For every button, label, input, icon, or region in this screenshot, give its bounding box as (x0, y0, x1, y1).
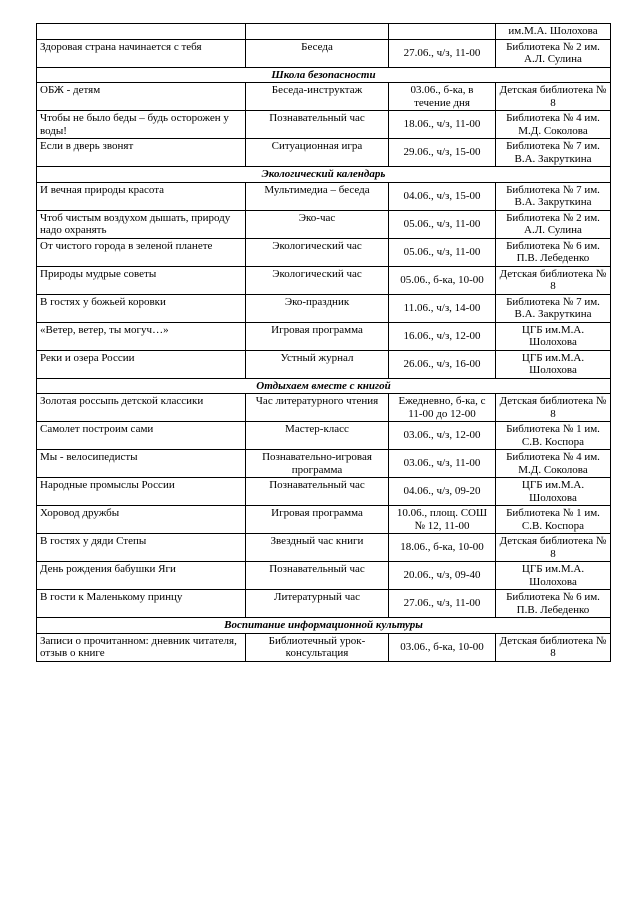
event-name-cell: От чистого города в зеленой планете (37, 238, 246, 266)
table-row (37, 450, 611, 478)
event-datetime-cell: 26.06., ч/з, 16-00 (389, 350, 496, 378)
event-datetime-cell: 27.06., ч/з, 11-00 (389, 590, 496, 618)
event-name-cell: Реки и озера России (37, 350, 246, 378)
events-table (36, 23, 611, 662)
event-name-cell: В гостях у дяди Степы (37, 534, 246, 562)
event-venue-cell: Библиотека № 7 им. В.А. Закруткина (496, 182, 611, 210)
event-venue-cell: Детская библиотека № 8 (496, 83, 611, 111)
event-format-cell: Познавательно-игровая программа (246, 450, 389, 478)
event-venue-cell: ЦГБ им.М.А. Шолохова (496, 478, 611, 506)
event-venue-cell: ЦГБ им.М.А. Шолохова (496, 322, 611, 350)
event-format-cell: Мастер-класс (246, 422, 389, 450)
event-datetime-cell: 05.06., ч/з, 11-00 (389, 238, 496, 266)
event-name-cell: В гостях у божьей коровки (37, 294, 246, 322)
event-datetime-cell: 27.06., ч/з, 11-00 (389, 39, 496, 67)
event-venue-cell: им.М.А. Шолохова (496, 24, 611, 40)
event-name-cell: В гости к Маленькому принцу (37, 590, 246, 618)
event-venue-cell: Библиотека № 2 им. А.Л. Сулина (496, 210, 611, 238)
table-row (37, 506, 611, 534)
event-format-cell: Игровая программа (246, 506, 389, 534)
event-format-cell: Ситуационная игра (246, 139, 389, 167)
event-format-cell: Беседа-инструктаж (246, 83, 389, 111)
event-name-cell: Если в дверь звонят (37, 139, 246, 167)
event-name-cell: Чтоб чистым воздухом дышать, природу надо охранять (37, 210, 246, 238)
event-format-cell (246, 24, 389, 40)
event-datetime-cell: 16.06., ч/з, 12-00 (389, 322, 496, 350)
event-format-cell: Эко-час (246, 210, 389, 238)
event-venue-cell: Библиотека № 7 им. В.А. Закруткина (496, 294, 611, 322)
event-name-cell: Золотая россыпь детской классики (37, 394, 246, 422)
section-header-row (37, 167, 611, 183)
table-row (37, 238, 611, 266)
event-venue-cell: Детская библиотека № 8 (496, 633, 611, 661)
table-row (37, 350, 611, 378)
section-title: Экологический календарь (37, 167, 611, 183)
event-name-cell: ОБЖ - детям (37, 83, 246, 111)
event-datetime-cell: 04.06., ч/з, 09-20 (389, 478, 496, 506)
event-name-cell: Народные промыслы России (37, 478, 246, 506)
table-row (37, 39, 611, 67)
table-row (37, 266, 611, 294)
table-row (37, 139, 611, 167)
event-format-cell: Устный журнал (246, 350, 389, 378)
event-name-cell: «Ветер, ветер, ты могуч…» (37, 322, 246, 350)
event-venue-cell: Библиотека № 6 им. П.В. Лебеденко (496, 590, 611, 618)
section-header-row (37, 618, 611, 634)
table-row (37, 633, 611, 661)
table-row (37, 111, 611, 139)
event-format-cell: Эко-праздник (246, 294, 389, 322)
event-datetime-cell: 29.06., ч/з, 15-00 (389, 139, 496, 167)
event-format-cell: Познавательный час (246, 562, 389, 590)
event-datetime-cell: 05.06., б-ка, 10-00 (389, 266, 496, 294)
event-format-cell: Познавательный час (246, 478, 389, 506)
events-table-body (37, 24, 611, 662)
table-row (37, 562, 611, 590)
event-datetime-cell: 20.06., ч/з, 09-40 (389, 562, 496, 590)
event-name-cell (37, 24, 246, 40)
section-header-row (37, 67, 611, 83)
event-format-cell: Беседа (246, 39, 389, 67)
table-row (37, 394, 611, 422)
event-format-cell: Звездный час книги (246, 534, 389, 562)
section-title: Воспитание информационной культуры (37, 618, 611, 634)
table-row (37, 83, 611, 111)
event-venue-cell: ЦГБ им.М.А. Шолохова (496, 350, 611, 378)
event-name-cell: День рождения бабушки Яги (37, 562, 246, 590)
table-row (37, 294, 611, 322)
event-format-cell: Литературный час (246, 590, 389, 618)
event-name-cell: Природы мудрые советы (37, 266, 246, 294)
event-format-cell: Экологический час (246, 266, 389, 294)
event-venue-cell: Детская библиотека № 8 (496, 534, 611, 562)
event-name-cell: Хоровод дружбы (37, 506, 246, 534)
event-datetime-cell (389, 24, 496, 40)
event-venue-cell: Библиотека № 1 им. С.В. Коспора (496, 506, 611, 534)
table-row (37, 182, 611, 210)
event-name-cell: Чтобы не было беды – будь осторожен у воды! (37, 111, 246, 139)
table-row (37, 210, 611, 238)
event-datetime-cell: 18.06., ч/з, 11-00 (389, 111, 496, 139)
event-name-cell: Записи о прочитанном: дневник читателя, отзыв о книге (37, 633, 246, 661)
event-venue-cell: Детская библиотека № 8 (496, 266, 611, 294)
table-row (37, 24, 611, 40)
section-header-row (37, 378, 611, 394)
event-datetime-cell: 18.06., б-ка, 10-00 (389, 534, 496, 562)
table-row (37, 422, 611, 450)
event-datetime-cell: 03.06., ч/з, 11-00 (389, 450, 496, 478)
event-format-cell: Мультимедиа – беседа (246, 182, 389, 210)
event-name-cell: Самолет построим сами (37, 422, 246, 450)
event-datetime-cell: 10.06., площ. СОШ № 12, 11-00 (389, 506, 496, 534)
table-row (37, 534, 611, 562)
event-name-cell: Здоровая страна начинается с тебя (37, 39, 246, 67)
table-row (37, 478, 611, 506)
event-datetime-cell: 11.06., ч/з, 14-00 (389, 294, 496, 322)
event-format-cell: Час литературного чтения (246, 394, 389, 422)
event-datetime-cell: 05.06., ч/з, 11-00 (389, 210, 496, 238)
section-title: Отдыхаем вместе с книгой (37, 378, 611, 394)
event-name-cell: Мы - велосипедисты (37, 450, 246, 478)
event-format-cell: Экологический час (246, 238, 389, 266)
event-datetime-cell: Ежедневно, б-ка, с 11-00 до 12-00 (389, 394, 496, 422)
table-row (37, 322, 611, 350)
event-datetime-cell: 03.06., б-ка, в течение дня (389, 83, 496, 111)
event-venue-cell: Библиотека № 2 им. А.Л. Сулина (496, 39, 611, 67)
event-venue-cell: Библиотека № 4 им. М.Д. Соколова (496, 450, 611, 478)
event-format-cell: Игровая программа (246, 322, 389, 350)
event-datetime-cell: 03.06., ч/з, 12-00 (389, 422, 496, 450)
event-venue-cell: Библиотека № 7 им. В.А. Закруткина (496, 139, 611, 167)
event-format-cell: Библиотечный урок-консультация (246, 633, 389, 661)
event-venue-cell: Библиотека № 1 им. С.В. Коспора (496, 422, 611, 450)
event-datetime-cell: 04.06., ч/з, 15-00 (389, 182, 496, 210)
event-datetime-cell: 03.06., б-ка, 10-00 (389, 633, 496, 661)
table-row (37, 590, 611, 618)
event-name-cell: И вечная природы красота (37, 182, 246, 210)
event-venue-cell: ЦГБ им.М.А. Шолохова (496, 562, 611, 590)
event-venue-cell: Библиотека № 6 им. П.В. Лебеденко (496, 238, 611, 266)
event-venue-cell: Библиотека № 4 им. М.Д. Соколова (496, 111, 611, 139)
event-format-cell: Познавательный час (246, 111, 389, 139)
section-title: Школа безопасности (37, 67, 611, 83)
event-venue-cell: Детская библиотека № 8 (496, 394, 611, 422)
